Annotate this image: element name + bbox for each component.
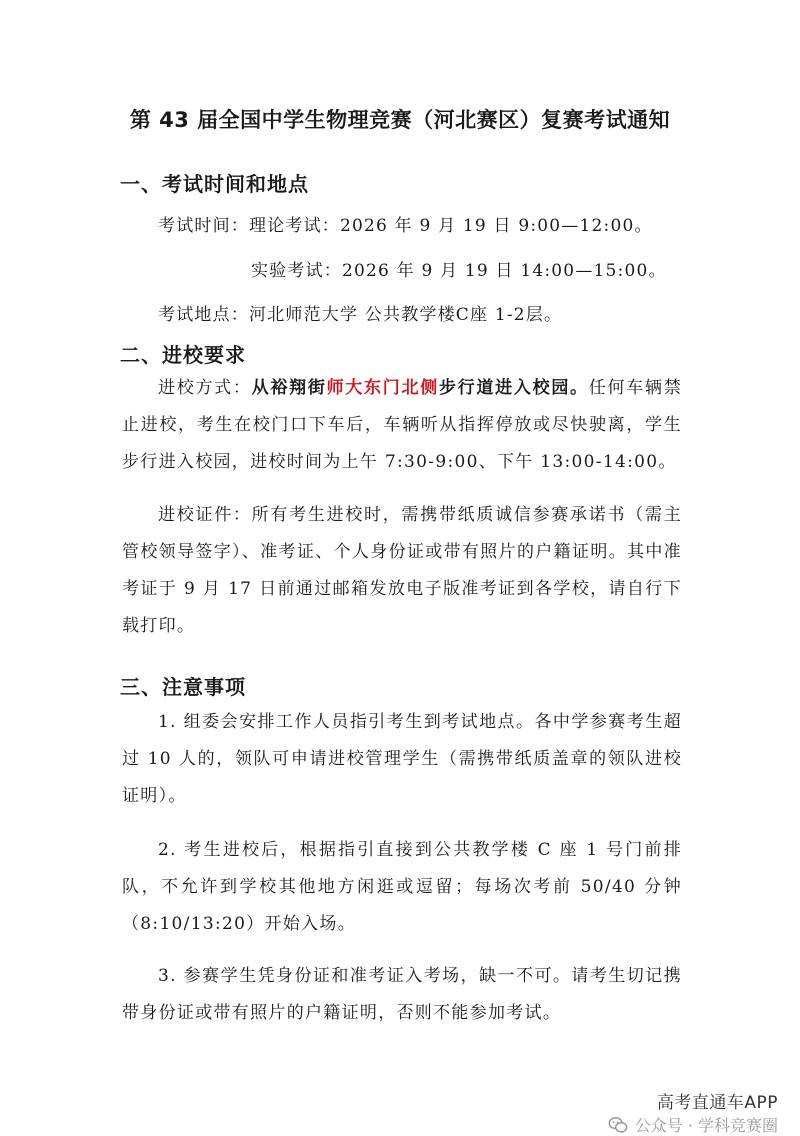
note-2: 2. 考生进校后，根据指引直接到公共教学楼 C 座 1 号门前排队，不允许到学校其他地方闲逛或逗留；每场次考前 50/40 分钟（8:10/13:20）开始入场。	[122, 840, 682, 934]
entry-walkway: 步行道进入校园。	[438, 378, 589, 398]
note-3: 3. 参赛学生凭身份证和准考证入考场，缺一不可。请考生切记携带身份证或带有照片的户籍证明，否则不能参加考试。	[122, 966, 682, 1023]
wechat-icon	[607, 1114, 629, 1136]
entry-street: 从裕翔街	[251, 378, 327, 398]
theory-exam-time: 理论考试：2026 年 9 月 19 日 9:00—12:00。	[249, 216, 653, 236]
entry-documents-paragraph: 进校证件：所有考生进校时，需携带纸质诚信参赛承诺书（需主管校领导签字）、准考证、个人身份证或带有照片的户籍证明。其中准考证于 9 月 17 日前通过邮箱发放电子版准考证到各学校，请自行下载打印。	[122, 505, 682, 636]
entry-method-paragraph	[122, 370, 682, 481]
exam-time-label: 考试时间：	[158, 216, 249, 236]
experiment-exam-time: 实验考试：2026 年 9 月 19 日 14:00—15:00。	[251, 261, 667, 281]
watermark-line	[607, 1113, 778, 1136]
app-name: 高考直通车APP	[656, 1093, 778, 1113]
exam-place: 考试地点：河北师范大学 公共教学楼C座 1-2层。	[158, 305, 563, 325]
section-heading-2: 二、进校要求	[120, 343, 246, 367]
section-heading-3: 三、注意事项	[120, 675, 246, 699]
watermark-text: 公众号 · 学科竞赛圈	[634, 1116, 778, 1135]
section-heading-1: 一、考试时间和地点	[120, 172, 309, 196]
footer-watermark	[607, 1088, 778, 1136]
note-1: 1. 组委会安排工作人员指引考生到考试地点。各中学参赛考生超过 10 人的，领队可申请进校管理学生（需携带纸质盖章的领队进校证明）。	[122, 712, 682, 806]
entry-gate-highlight: 师大东门北侧	[326, 378, 439, 398]
exam-time-line	[158, 211, 653, 236]
document-title: 第 43 届全国中学生物理竞赛（河北赛区）复赛考试通知	[129, 108, 671, 132]
entry-method-label: 进校方式：	[158, 378, 252, 398]
entry-method-rest: 任何车辆禁止进校，考生在校门口下车后，车辆听从指挥停放或尽快驶离，学生步行进入校园，进校时间为上午 7:30-9:00、下午 13:00-14:00。	[122, 378, 683, 472]
